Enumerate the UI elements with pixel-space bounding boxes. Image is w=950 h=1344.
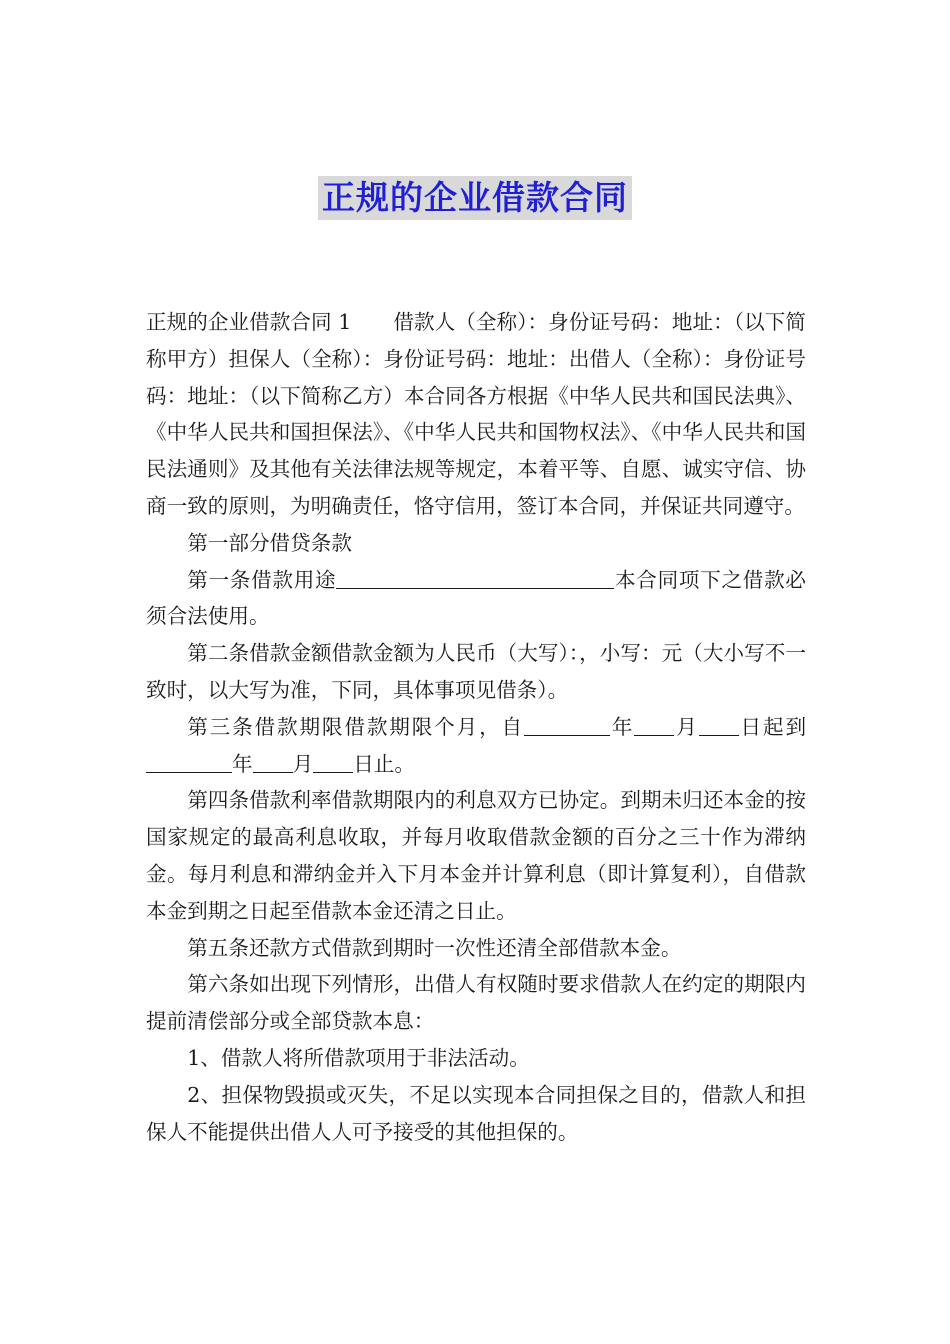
article-3: 第三条借款期限借款期限个月，自 年 月 日起到年 月 日止。 <box>146 709 806 783</box>
article-2: 第二条借款金额借款金额为人民币（大写）：，小写：元（大小写不一致时，以大写为准，下同，具体事项见借条）。 <box>146 641 806 702</box>
start-month-blank <box>634 715 674 736</box>
end-day-blank <box>313 752 353 773</box>
list-item-2: 2、担保物毁损或灭失，不足以实现本合同担保之目的，借款人和担保人不能提供出借人人可予接受的其他担保的。 <box>146 1082 806 1144</box>
title-container <box>0 176 950 220</box>
list-item-1: 1、借款人将所借款项用于非法活动。 <box>187 1045 530 1070</box>
intro-heading: 正规的企业借款合同 1 <box>146 310 352 334</box>
document-body <box>146 304 806 1150</box>
intro-text: 借款人（全称）：身份证号码：地址：（以下简称甲方）担保人（全称）：身份证号码：地址：出借人（全称）：身份证号码：地址：（以下简称乙方）本合同各方根据《中华人民共和国民法典》、《中华人民共和国担保法》、《中华人民共和国物权法》、《中华人民共和国民法通则》及其他有关法律法规等规定，本着平等、自愿、诚实守信、协商一致的原则，为明确责任，恪守信用，签订本合同，并保证共同遵守。 <box>146 310 806 518</box>
start-day-blank <box>699 715 739 736</box>
start-year-blank <box>524 715 610 736</box>
end-year-blank <box>146 752 232 773</box>
intro-paragraph <box>146 304 806 525</box>
article-4: 第四条借款利率借款期限内的利息双方已协定。到期未归还本金的按国家规定的最高利息收取，并每月收取借款金额的百分之三十作为滞纳金。每月利息和滞纳金并入下月本金并计算利息（即计算复利），自借款本金到期之日起至借款本金还清之日止。 <box>146 788 806 923</box>
end-month-blank <box>253 752 293 773</box>
document-title: 正规的企业借款合同 <box>318 176 632 220</box>
article-1: 第一条借款用途 本合同项下之借款必须合法使用。 <box>146 567 807 629</box>
purpose-blank <box>336 568 614 589</box>
article-6: 第六条如出现下列情形，出借人有权随时要求借款人在约定的期限内提前清偿部分或全部贷款本息： <box>146 972 806 1034</box>
part-one-heading: 第一部分借贷条款 <box>187 530 352 555</box>
article-5: 第五条还款方式借款到期时一次性还清全部借款本金。 <box>187 935 682 960</box>
